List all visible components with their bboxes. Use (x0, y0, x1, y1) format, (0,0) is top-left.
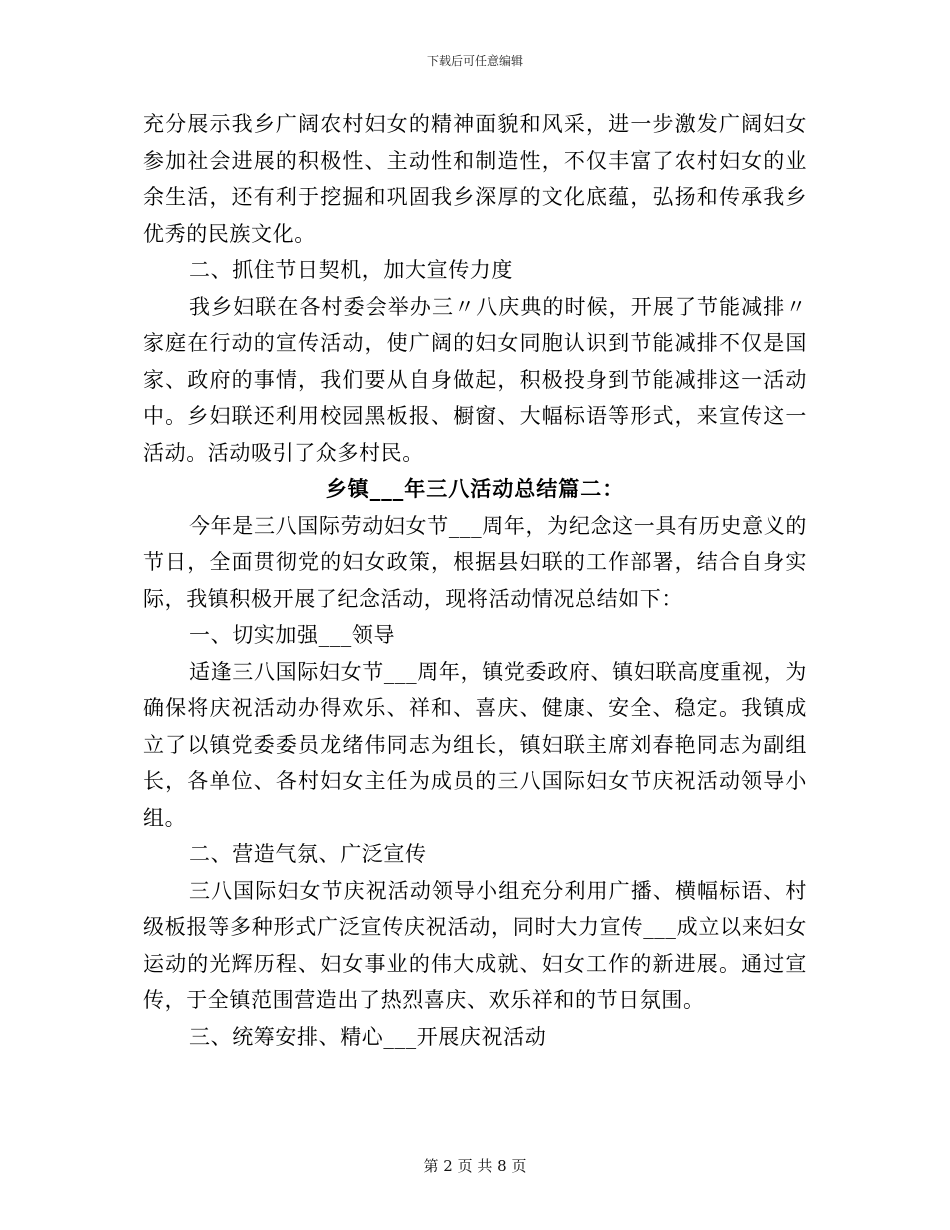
paragraph-line: 确保将庆祝活动办得欢乐、祥和、喜庆、健康、安全、稳定。我镇成 (143, 696, 807, 720)
paragraph-line: 三八国际妇女节庆祝活动领导小组充分利用广播、横幅标语、村 (189, 878, 807, 903)
paragraph-line: 我乡妇联在各村委会举办三〃八庆典的时候，开展了节能减排〃 (189, 294, 807, 319)
document-body (143, 106, 807, 1055)
paragraph-line: 余生活，还有利于挖掘和巩固我乡深厚的文化底蕴，弘扬和传承我乡 (143, 185, 807, 209)
paragraph-line: 今年是三八国际劳动妇女节___周年，为纪念这一具有历史意义的 (189, 513, 807, 538)
paragraph-line: 中。乡妇联还利用校园黑板报、橱窗、大幅标语等形式，来宣传这一 (143, 404, 807, 428)
section-heading: 一、切实加强___领导 (189, 623, 396, 647)
paragraph-line: 组。 (143, 805, 187, 830)
paragraph-line: 级板报等多种形式广泛宣传庆祝活动，同时大力宣传___成立以来妇女 (143, 915, 807, 939)
paragraph-line: 长，各单位、各村妇女主任为成员的三八国际妇女节庆祝活动领导小 (143, 769, 807, 793)
paragraph-line: 家、政府的事情，我们要从自身做起，积极投身到节能减排这一活动 (143, 367, 807, 392)
paragraph-line: 适逢三八国际妇女节___周年，镇党委政府、镇妇联高度重视，为 (189, 659, 807, 684)
paragraph-line: 运动的光辉历程、妇女事业的伟大成就、妇女工作的新进展。通过宣 (143, 951, 807, 976)
page-number: 第 2 页 共 8 页 (423, 1157, 527, 1175)
paragraph-line: 立了以镇党委委员龙绪伟同志为组长，镇妇联主席刘春艳同志为副组 (143, 732, 807, 757)
paragraph-line: 传，于全镇范围营造出了热烈喜庆、欢乐祥和的节日氛围。 (143, 988, 705, 1012)
paragraph-line: 家庭在行动的宣传活动，使广阔的妇女同胞认识到节能减排不仅是国 (143, 331, 807, 355)
paragraph-line: 节日，全面贯彻党的妇女政策，根据县妇联的工作部署，结合自身实 (143, 550, 807, 574)
paragraph-line: 活动。活动吸引了众多村民。 (143, 440, 424, 465)
paragraph-line: 充分展示我乡广阔农村妇女的精神面貌和风采，进一步激发广阔妇女 (143, 112, 807, 136)
paragraph-line: 优秀的民族文化。 (143, 221, 316, 246)
section-heading: 二、营造气氛、广泛宣传 (189, 842, 427, 866)
page-header: 下载后可任意编辑 (426, 54, 523, 68)
section-heading: 三、统筹安排、精心___开展庆祝活动 (189, 1024, 547, 1049)
paragraph-line: 参加社会进展的积极性、主动性和制造性，不仅丰富了农村妇女的业 (143, 148, 807, 173)
section-heading: 二、抓住节日契机，加大宣传力度 (189, 258, 513, 282)
paragraph-line: 际，我镇积极开展了纪念活动，现将活动情况总结如下： (143, 586, 683, 611)
document-title: 乡镇___年三八活动总结篇二： (325, 476, 625, 501)
